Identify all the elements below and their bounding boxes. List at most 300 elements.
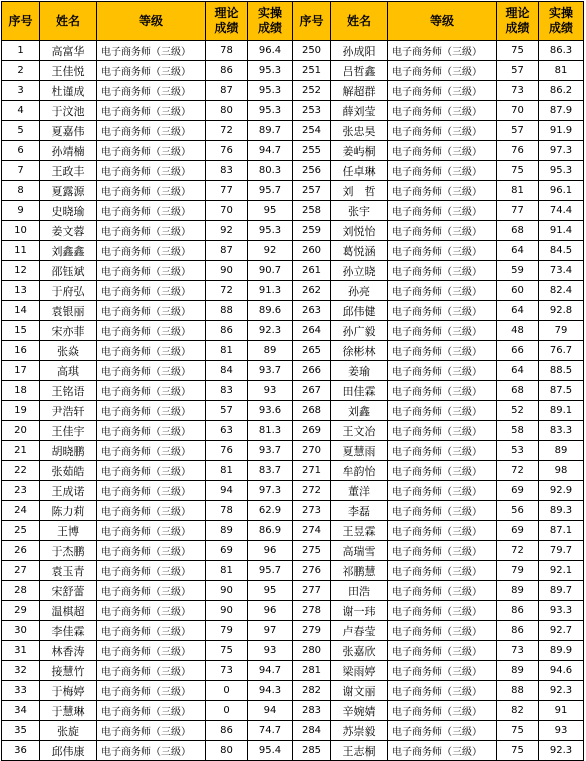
seq-cell: 277	[293, 581, 331, 601]
level-cell: 电子商务师（三级）	[97, 661, 206, 681]
theory-score-cell: 59	[497, 261, 539, 281]
name-cell: 高瑞雪	[331, 541, 388, 561]
practical-score-cell: 93	[248, 381, 293, 401]
name-cell: 王博	[40, 521, 97, 541]
seq-cell: 12	[2, 261, 40, 281]
theory-score-cell: 0	[206, 701, 248, 721]
table-row	[2, 601, 584, 621]
level-cell: 电子商务师（三级）	[388, 261, 497, 281]
level-cell: 电子商务师（三级）	[97, 741, 206, 761]
practical-score-cell: 86.2	[539, 81, 584, 101]
level-cell: 电子商务师（三级）	[388, 321, 497, 341]
practical-score-cell: 92.3	[248, 321, 293, 341]
practical-score-cell: 89	[539, 441, 584, 461]
practical-score-cell: 74.7	[248, 721, 293, 741]
level-cell: 电子商务师（三级）	[97, 461, 206, 481]
name-cell: 陈力莉	[40, 501, 97, 521]
name-cell: 刘鑫	[331, 401, 388, 421]
header-seq: 序号	[2, 2, 40, 41]
practical-score-cell: 95.3	[248, 61, 293, 81]
theory-score-cell: 81	[497, 181, 539, 201]
name-cell: 张宇	[331, 201, 388, 221]
theory-score-cell: 57	[497, 61, 539, 81]
theory-score-cell: 76	[497, 141, 539, 161]
table-row	[2, 261, 584, 281]
level-cell: 电子商务师（三级）	[97, 161, 206, 181]
practical-score-cell: 97.3	[248, 481, 293, 501]
header-row	[2, 2, 584, 41]
theory-score-cell: 86	[497, 601, 539, 621]
header-label: 实操 成绩	[257, 6, 282, 35]
table-row	[2, 581, 584, 601]
header-level: 等级	[97, 2, 206, 41]
header-seq: 序号	[293, 2, 331, 41]
theory-score-cell: 79	[206, 621, 248, 641]
level-cell: 电子商务师（三级）	[388, 641, 497, 661]
seq-cell: 25	[2, 521, 40, 541]
table-row	[2, 181, 584, 201]
theory-score-cell: 53	[497, 441, 539, 461]
name-cell: 邱伟康	[40, 741, 97, 761]
seq-cell: 274	[293, 521, 331, 541]
theory-score-cell: 75	[206, 641, 248, 661]
level-cell: 电子商务师（三级）	[97, 341, 206, 361]
name-cell: 解超群	[331, 81, 388, 101]
practical-score-cell: 91.9	[539, 121, 584, 141]
practical-score-cell: 96	[248, 541, 293, 561]
seq-cell: 20	[2, 421, 40, 441]
practical-score-cell: 92.9	[539, 481, 584, 501]
name-cell: 袁玉青	[40, 561, 97, 581]
header-name: 姓名	[40, 2, 97, 41]
theory-score-cell: 80	[206, 101, 248, 121]
level-cell: 电子商务师（三级）	[388, 341, 497, 361]
name-cell: 张旋	[40, 721, 97, 741]
seq-cell: 265	[293, 341, 331, 361]
practical-score-cell: 89.3	[539, 501, 584, 521]
practical-score-cell: 81	[539, 61, 584, 81]
name-cell: 史晓瑜	[40, 201, 97, 221]
name-cell: 王佳悦	[40, 61, 97, 81]
score-table	[1, 1, 584, 761]
practical-score-cell: 89.7	[248, 121, 293, 141]
table-row	[2, 401, 584, 421]
name-cell: 王成诺	[40, 481, 97, 501]
level-cell: 电子商务师（三级）	[388, 221, 497, 241]
practical-score-cell: 89.7	[539, 581, 584, 601]
seq-cell: 262	[293, 281, 331, 301]
practical-score-cell: 95.3	[248, 81, 293, 101]
practical-score-cell: 92.7	[539, 621, 584, 641]
level-cell: 电子商务师（三级）	[97, 501, 206, 521]
table-row	[2, 481, 584, 501]
seq-cell: 4	[2, 101, 40, 121]
level-cell: 电子商务师（三级）	[388, 741, 497, 761]
seq-cell: 30	[2, 621, 40, 641]
theory-score-cell: 66	[497, 341, 539, 361]
theory-score-cell: 94	[206, 481, 248, 501]
seq-cell: 15	[2, 321, 40, 341]
level-cell: 电子商务师（三级）	[388, 161, 497, 181]
level-cell: 电子商务师（三级）	[97, 201, 206, 221]
theory-score-cell: 89	[497, 661, 539, 681]
practical-score-cell: 84.5	[539, 241, 584, 261]
seq-cell: 5	[2, 121, 40, 141]
name-cell: 姜屿桐	[331, 141, 388, 161]
practical-score-cell: 97	[248, 621, 293, 641]
table-row	[2, 681, 584, 701]
theory-score-cell: 88	[206, 301, 248, 321]
name-cell: 苏崇毅	[331, 721, 388, 741]
level-cell: 电子商务师（三级）	[388, 521, 497, 541]
table-row	[2, 701, 584, 721]
practical-score-cell: 62.9	[248, 501, 293, 521]
theory-score-cell: 75	[497, 721, 539, 741]
header-level: 等级	[388, 2, 497, 41]
practical-score-cell: 80.3	[248, 161, 293, 181]
header-practical	[248, 2, 293, 41]
theory-score-cell: 86	[497, 621, 539, 641]
name-cell: 孙立晓	[331, 261, 388, 281]
seq-cell: 34	[2, 701, 40, 721]
theory-score-cell: 73	[497, 641, 539, 661]
level-cell: 电子商务师（三级）	[388, 81, 497, 101]
table-row	[2, 561, 584, 581]
name-cell: 接慧竹	[40, 661, 97, 681]
table-row	[2, 741, 584, 761]
name-cell: 董洋	[331, 481, 388, 501]
level-cell: 电子商务师（三级）	[388, 461, 497, 481]
practical-score-cell: 96.4	[248, 41, 293, 61]
theory-score-cell: 76	[206, 141, 248, 161]
theory-score-cell: 69	[497, 481, 539, 501]
name-cell: 于汶池	[40, 101, 97, 121]
practical-score-cell: 87.9	[539, 101, 584, 121]
theory-score-cell: 73	[497, 81, 539, 101]
theory-score-cell: 64	[497, 241, 539, 261]
seq-cell: 23	[2, 481, 40, 501]
seq-cell: 279	[293, 621, 331, 641]
practical-score-cell: 92	[248, 241, 293, 261]
seq-cell: 269	[293, 421, 331, 441]
name-cell: 田浩	[331, 581, 388, 601]
name-cell: 杜谨成	[40, 81, 97, 101]
practical-score-cell: 83.3	[539, 421, 584, 441]
theory-score-cell: 69	[206, 541, 248, 561]
level-cell: 电子商务师（三级）	[388, 141, 497, 161]
practical-score-cell: 95.3	[248, 101, 293, 121]
name-cell: 王志桐	[331, 741, 388, 761]
theory-score-cell: 90	[206, 581, 248, 601]
level-cell: 电子商务师（三级）	[97, 601, 206, 621]
theory-score-cell: 77	[206, 181, 248, 201]
practical-score-cell: 92.3	[539, 681, 584, 701]
level-cell: 电子商务师（三级）	[388, 581, 497, 601]
name-cell: 卢春莹	[331, 621, 388, 641]
level-cell: 电子商务师（三级）	[388, 501, 497, 521]
level-cell: 电子商务师（三级）	[388, 681, 497, 701]
level-cell: 电子商务师（三级）	[388, 541, 497, 561]
practical-score-cell: 92.3	[539, 741, 584, 761]
level-cell: 电子商务师（三级）	[97, 281, 206, 301]
level-cell: 电子商务师（三级）	[97, 321, 206, 341]
name-cell: 薛刘莹	[331, 101, 388, 121]
theory-score-cell: 83	[206, 381, 248, 401]
practical-score-cell: 95.7	[248, 561, 293, 581]
theory-score-cell: 58	[497, 421, 539, 441]
level-cell: 电子商务师（三级）	[388, 721, 497, 741]
seq-cell: 260	[293, 241, 331, 261]
level-cell: 电子商务师（三级）	[388, 621, 497, 641]
level-cell: 电子商务师（三级）	[388, 421, 497, 441]
table-row	[2, 641, 584, 661]
name-cell: 刘悦怡	[331, 221, 388, 241]
theory-score-cell: 80	[206, 741, 248, 761]
name-cell: 谢文丽	[331, 681, 388, 701]
seq-cell: 276	[293, 561, 331, 581]
table-row	[2, 321, 584, 341]
practical-score-cell: 92.1	[539, 561, 584, 581]
theory-score-cell: 48	[497, 321, 539, 341]
level-cell: 电子商务师（三级）	[97, 561, 206, 581]
level-cell: 电子商务师（三级）	[97, 101, 206, 121]
table-row	[2, 241, 584, 261]
seq-cell: 270	[293, 441, 331, 461]
seq-cell: 33	[2, 681, 40, 701]
level-cell: 电子商务师（三级）	[388, 41, 497, 61]
practical-score-cell: 94.6	[539, 661, 584, 681]
practical-score-cell: 87.1	[539, 521, 584, 541]
practical-score-cell: 94.7	[248, 661, 293, 681]
name-cell: 梁雨婷	[331, 661, 388, 681]
seq-cell: 266	[293, 361, 331, 381]
practical-score-cell: 86.3	[539, 41, 584, 61]
table-row	[2, 201, 584, 221]
practical-score-cell: 93.7	[248, 361, 293, 381]
theory-score-cell: 64	[497, 301, 539, 321]
level-cell: 电子商务师（三级）	[388, 701, 497, 721]
level-cell: 电子商务师（三级）	[388, 121, 497, 141]
table-row	[2, 521, 584, 541]
seq-cell: 285	[293, 741, 331, 761]
theory-score-cell: 64	[497, 361, 539, 381]
theory-score-cell: 82	[497, 701, 539, 721]
theory-score-cell: 84	[206, 361, 248, 381]
theory-score-cell: 52	[497, 401, 539, 421]
theory-score-cell: 79	[497, 561, 539, 581]
table-row	[2, 61, 584, 81]
theory-score-cell: 60	[497, 281, 539, 301]
header-theory	[206, 2, 248, 41]
seq-cell: 255	[293, 141, 331, 161]
seq-cell: 27	[2, 561, 40, 581]
name-cell: 李佳霖	[40, 621, 97, 641]
name-cell: 高富华	[40, 41, 97, 61]
level-cell: 电子商务师（三级）	[388, 281, 497, 301]
seq-cell: 278	[293, 601, 331, 621]
seq-cell: 26	[2, 541, 40, 561]
name-cell: 李磊	[331, 501, 388, 521]
practical-score-cell: 79	[539, 321, 584, 341]
level-cell: 电子商务师（三级）	[97, 641, 206, 661]
table-row	[2, 621, 584, 641]
theory-score-cell: 57	[206, 401, 248, 421]
practical-score-cell: 92.8	[539, 301, 584, 321]
table-row	[2, 301, 584, 321]
name-cell: 孙成阳	[331, 41, 388, 61]
level-cell: 电子商务师（三级）	[388, 561, 497, 581]
name-cell: 高琪	[40, 361, 97, 381]
name-cell: 徐彬林	[331, 341, 388, 361]
seq-cell: 21	[2, 441, 40, 461]
practical-score-cell: 74.4	[539, 201, 584, 221]
name-cell: 谢一玮	[331, 601, 388, 621]
theory-score-cell: 89	[497, 581, 539, 601]
seq-cell: 275	[293, 541, 331, 561]
header-label: 实操 成绩	[548, 6, 573, 35]
theory-score-cell: 88	[497, 681, 539, 701]
level-cell: 电子商务师（三级）	[97, 301, 206, 321]
name-cell: 夏露源	[40, 181, 97, 201]
practical-score-cell: 83.7	[248, 461, 293, 481]
table-row	[2, 661, 584, 681]
practical-score-cell: 95.3	[539, 161, 584, 181]
name-cell: 张茹皓	[40, 461, 97, 481]
level-cell: 电子商务师（三级）	[97, 261, 206, 281]
level-cell: 电子商务师（三级）	[97, 721, 206, 741]
name-cell: 牟韵怡	[331, 461, 388, 481]
header-name: 姓名	[331, 2, 388, 41]
level-cell: 电子商务师（三级）	[388, 481, 497, 501]
level-cell: 电子商务师（三级）	[97, 481, 206, 501]
practical-score-cell: 95.7	[248, 181, 293, 201]
level-cell: 电子商务师（三级）	[388, 61, 497, 81]
level-cell: 电子商务师（三级）	[97, 241, 206, 261]
name-cell: 袁银丽	[40, 301, 97, 321]
practical-score-cell: 94.3	[248, 681, 293, 701]
header-label: 理论 成绩	[505, 6, 530, 35]
table-row	[2, 541, 584, 561]
name-cell: 温棋超	[40, 601, 97, 621]
theory-score-cell: 90	[206, 261, 248, 281]
practical-score-cell: 93	[539, 721, 584, 741]
theory-score-cell: 75	[497, 41, 539, 61]
practical-score-cell: 95.3	[248, 221, 293, 241]
practical-score-cell: 82.4	[539, 281, 584, 301]
theory-score-cell: 63	[206, 421, 248, 441]
seq-cell: 24	[2, 501, 40, 521]
level-cell: 电子商务师（三级）	[388, 661, 497, 681]
theory-score-cell: 81	[206, 341, 248, 361]
name-cell: 任卓琳	[331, 161, 388, 181]
seq-cell: 31	[2, 641, 40, 661]
level-cell: 电子商务师（三级）	[97, 621, 206, 641]
seq-cell: 1	[2, 41, 40, 61]
theory-score-cell: 73	[206, 661, 248, 681]
seq-cell: 16	[2, 341, 40, 361]
theory-score-cell: 68	[497, 221, 539, 241]
practical-score-cell: 89.1	[539, 401, 584, 421]
level-cell: 电子商务师（三级）	[97, 421, 206, 441]
level-cell: 电子商务师（三级）	[388, 381, 497, 401]
seq-cell: 252	[293, 81, 331, 101]
practical-score-cell: 95.4	[248, 741, 293, 761]
theory-score-cell: 77	[497, 201, 539, 221]
name-cell: 于府弘	[40, 281, 97, 301]
level-cell: 电子商务师（三级）	[388, 181, 497, 201]
level-cell: 电子商务师（三级）	[388, 241, 497, 261]
level-cell: 电子商务师（三级）	[388, 601, 497, 621]
practical-score-cell: 96.1	[539, 181, 584, 201]
theory-score-cell: 87	[206, 241, 248, 261]
seq-cell: 2	[2, 61, 40, 81]
theory-score-cell: 57	[497, 121, 539, 141]
level-cell: 电子商务师（三级）	[388, 201, 497, 221]
name-cell: 刘 哲	[331, 181, 388, 201]
theory-score-cell: 76	[206, 441, 248, 461]
name-cell: 王佳宇	[40, 421, 97, 441]
theory-score-cell: 78	[206, 501, 248, 521]
table-row	[2, 41, 584, 61]
name-cell: 孙广毅	[331, 321, 388, 341]
name-cell: 于杰鹏	[40, 541, 97, 561]
name-cell: 宋舒蕾	[40, 581, 97, 601]
theory-score-cell: 75	[497, 161, 539, 181]
seq-cell: 6	[2, 141, 40, 161]
practical-score-cell: 88.5	[539, 361, 584, 381]
theory-score-cell: 69	[497, 521, 539, 541]
seq-cell: 250	[293, 41, 331, 61]
header-label: 理论 成绩	[214, 6, 239, 35]
seq-cell: 282	[293, 681, 331, 701]
level-cell: 电子商务师（三级）	[97, 581, 206, 601]
name-cell: 张嘉欣	[331, 641, 388, 661]
level-cell: 电子商务师（三级）	[97, 41, 206, 61]
practical-score-cell: 90.7	[248, 261, 293, 281]
seq-cell: 251	[293, 61, 331, 81]
level-cell: 电子商务师（三级）	[97, 541, 206, 561]
theory-score-cell: 87	[206, 81, 248, 101]
theory-score-cell: 81	[206, 561, 248, 581]
name-cell: 刘鑫鑫	[40, 241, 97, 261]
practical-score-cell: 89.9	[539, 641, 584, 661]
practical-score-cell: 93	[248, 641, 293, 661]
practical-score-cell: 98	[539, 461, 584, 481]
name-cell: 祁鹏慧	[331, 561, 388, 581]
practical-score-cell: 95	[248, 581, 293, 601]
name-cell: 宋亦菲	[40, 321, 97, 341]
level-cell: 电子商务师（三级）	[97, 61, 206, 81]
table-row	[2, 341, 584, 361]
seq-cell: 280	[293, 641, 331, 661]
seq-cell: 22	[2, 461, 40, 481]
seq-cell: 263	[293, 301, 331, 321]
theory-score-cell: 56	[497, 501, 539, 521]
level-cell: 电子商务师（三级）	[388, 401, 497, 421]
practical-score-cell: 97.3	[539, 141, 584, 161]
theory-score-cell: 78	[206, 41, 248, 61]
name-cell: 邱伟健	[331, 301, 388, 321]
table-row	[2, 501, 584, 521]
practical-score-cell: 89	[248, 341, 293, 361]
seq-cell: 7	[2, 161, 40, 181]
seq-cell: 284	[293, 721, 331, 741]
table-row	[2, 381, 584, 401]
theory-score-cell: 92	[206, 221, 248, 241]
practical-score-cell: 93.3	[539, 601, 584, 621]
level-cell: 电子商务师（三级）	[97, 701, 206, 721]
seq-cell: 261	[293, 261, 331, 281]
